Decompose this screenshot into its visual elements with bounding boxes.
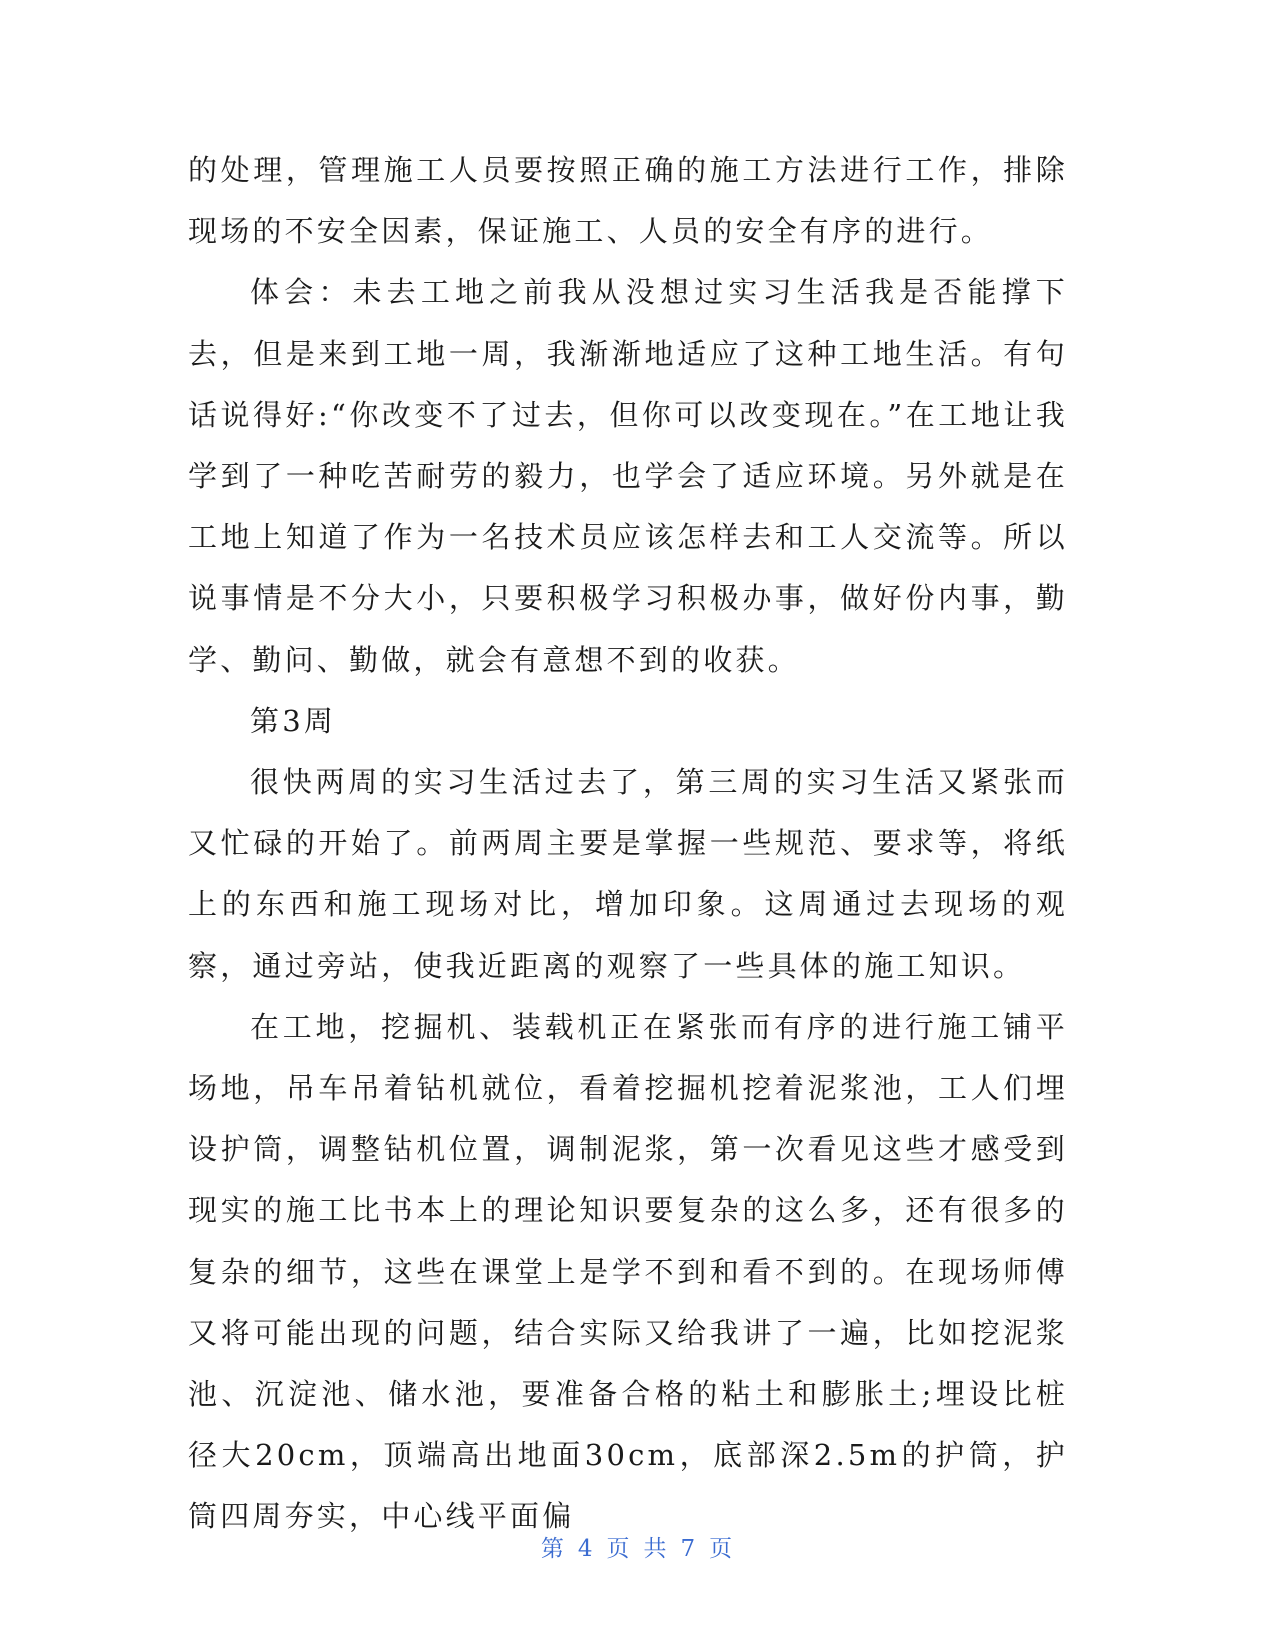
section-heading-week-3: 第3周	[250, 703, 337, 738]
footer-total-unit: 页	[709, 1536, 735, 1562]
footer-prefix: 第	[540, 1536, 566, 1562]
document-body	[188, 140, 1068, 1548]
footer-total-pages: 7	[680, 1536, 698, 1562]
page-footer	[0, 1530, 1275, 1563]
footer-total-label: 共	[643, 1536, 669, 1562]
paragraph-week-3-intro: 很快两周的实习生活过去了，第三周的实习生活又紧张而又忙碌的开始了。前两周主要是掌握一些规范、要求等，将纸上的东西和施工现场对比，增加印象。这周通过去现场的观察，通过旁站，使我近距离的观察了一些具体的施工知识。	[188, 765, 1068, 983]
footer-current-page: 4	[577, 1536, 595, 1562]
paragraph-site-description: 在工地，挖掘机、装载机正在紧张而有序的进行施工铺平场地，吊车吊着钻机就位，看着挖掘机挖着泥浆池，工人们埋设护筒，调整钻机位置，调制泥浆，第一次看见这些才感受到现实的施工比书本上的理论知识要复杂的这么多，还有很多的复杂的细节，这些在课堂上是学不到和看不到的。在现场师傅又将可能出现的问题，结合实际又给我讲了一遍，比如挖泥浆池、沉淀池、储水池，要准备合格的粘土和膨胀土;埋设比桩径大20cm，顶端高出地面30cm，底部深2.5m的护筒，护筒四周夯实，中心线平面偏	[188, 1009, 1068, 1534]
footer-page-unit: 页	[606, 1536, 632, 1562]
paragraph-reflection: 体会：未去工地之前我从没想过实习生活我是否能撑下去，但是来到工地一周，我渐渐地适应了这种工地生活。有句话说得好:“你改变不了过去，但你可以改变现在。”在工地让我学到了一种吃苦耐劳的毅力，也学会了适应环境。另外就是在工地上知道了作为一名技术员应该怎样去和工人交流等。所以说事情是不分大小，只要积极学习积极办事，做好份内事，勤学、勤问、勤做，就会有意想不到的收获。	[188, 275, 1068, 677]
paragraph-continuation: 的处理，管理施工人员要按照正确的施工方法进行工作，排除现场的不安全因素，保证施工、人员的安全有序的进行。	[188, 153, 1068, 249]
